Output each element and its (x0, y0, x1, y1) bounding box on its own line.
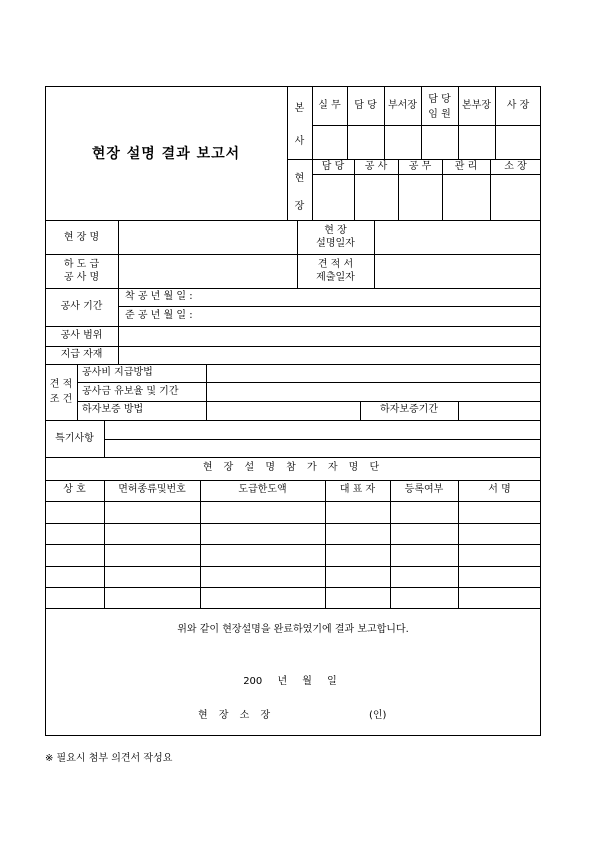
hq-col-division-head: 본부장 (462, 100, 491, 111)
site-col-admin: 관 리 (454, 161, 478, 172)
site-name-label: 현 장 명 (63, 232, 100, 243)
col-company: 상 호 (63, 484, 86, 495)
warranty-method-label: 하자보증 방법 (82, 404, 144, 415)
hq-col-working: 실 무 (318, 100, 341, 111)
site-manager-label: 현 장 소 장 (198, 710, 271, 721)
site-col-manager: 소 장 (504, 161, 527, 172)
quote-conditions-label: 견 적 조 건 (49, 379, 73, 405)
hq-col-president: 사 장 (506, 100, 530, 111)
site-col-construction: 공 사 (364, 161, 388, 172)
end-date-label: 준 공 년 월 일 : (125, 310, 193, 321)
site-label: 현 장 (294, 172, 305, 212)
hq-col-dept-head: 부서장 (388, 100, 417, 111)
col-contract-limit: 도급한도액 (238, 484, 287, 495)
material-label: 지급 자재 (60, 349, 103, 360)
participants-header: 현 장 설 명 참 가 자 명 단 (202, 462, 384, 473)
period-label: 공사 기간 (60, 301, 103, 312)
site-col-staff: 담 당 (321, 161, 345, 172)
retention-label: 공사금 유보율 및 기간 (82, 386, 179, 397)
report-date: 200 년 월 일 (243, 676, 337, 687)
hq-col-executive: 담 당 임 원 (428, 94, 451, 120)
site-col-works: 공 무 (408, 161, 432, 172)
start-date-label: 착 공 년 월 일 : (125, 291, 193, 302)
notes-label: 특기사항 (55, 433, 94, 444)
hq-label: 본 사 (294, 103, 305, 147)
quote-date-label: 견 적 서 제출일자 (316, 259, 355, 283)
attachment-note: ※ 필요시 첨부 의견서 작성요 (45, 753, 173, 764)
seal-mark: (인) (369, 710, 387, 721)
scope-label: 공사 범위 (60, 330, 103, 341)
col-license: 면허종류및번호 (118, 484, 186, 495)
col-signature: 서 명 (488, 484, 511, 495)
col-representative: 대 표 자 (339, 484, 376, 495)
pay-method-label: 공사비 지급방법 (82, 367, 153, 378)
subcontract-label: 하 도 급 공 사 명 (63, 259, 100, 283)
completion-statement: 위와 같이 현장설명을 완료하였기에 결과 보고합니다. (177, 624, 409, 635)
page-title: 현장 설명 결과 보고서 (91, 146, 241, 162)
explain-date-label: 현 장 설명일자 (316, 225, 355, 249)
col-registration: 등록여부 (404, 484, 444, 495)
warranty-period-label: 하자보증기간 (380, 404, 438, 415)
hq-col-staff: 담 당 (354, 100, 377, 111)
